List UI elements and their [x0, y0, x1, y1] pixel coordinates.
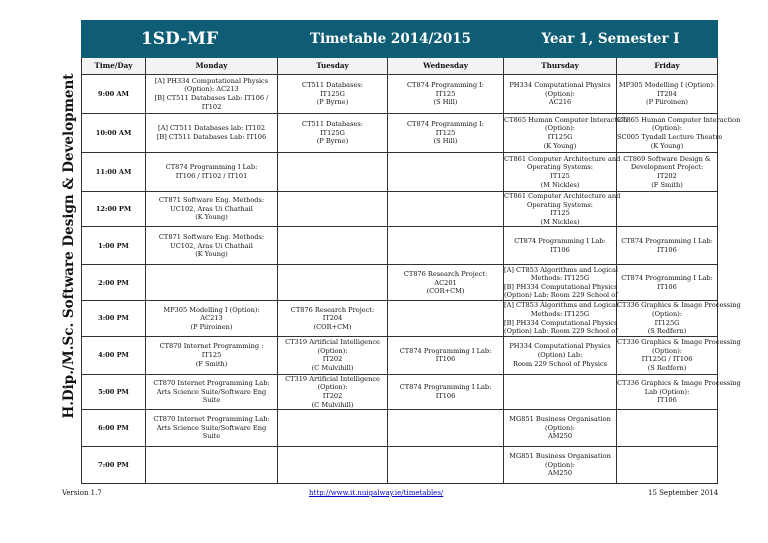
slot-line: UC102, Aras Ui Chathail [170, 204, 253, 213]
slot-line: CT319 Artificial Intelligence [285, 338, 380, 347]
slot-line: IT106 [435, 391, 456, 400]
slot-line: CT874 Programming I Lab: [165, 163, 258, 172]
slot-cell [278, 153, 388, 192]
slot-line: (Option): [545, 124, 575, 133]
slot-line: (S Redfern) [647, 327, 687, 336]
slot-line: IT202 [322, 391, 343, 400]
slot-cell [146, 410, 278, 447]
slot-line: MP305 Modelling I (Option): [618, 81, 716, 90]
slot-line: IT125 [435, 89, 456, 98]
slot-line: [A] CT853 Algorithms and Logical [504, 301, 618, 310]
day-header-row [82, 58, 718, 75]
slot-cell [278, 114, 388, 153]
slot-cell [278, 301, 388, 336]
slot-line: IT125G [320, 128, 345, 137]
slot-line: CT871 Software Eng. Methods: [158, 232, 265, 241]
slot-line: UC102, Aras Ui Chathail [170, 241, 253, 250]
slot-line: CT870 Internet Programming Lab: [153, 379, 270, 388]
slot-line: [B] CT511 Databases Lab: IT106 [156, 133, 267, 141]
timetable [81, 20, 741, 484]
slot-cell [278, 227, 388, 265]
slot-line: (Option): [545, 89, 575, 98]
slot-cell [504, 374, 617, 409]
slot-line: (K Young) [543, 141, 577, 150]
slot-line: CT336 Graphics & Image Processing [617, 301, 741, 310]
slot-line: (Option) Lab: Room 229 School of [504, 291, 618, 300]
time-cell: 6:00 PM [82, 410, 146, 447]
slot-cell [504, 114, 628, 153]
slot-line: Operating Systems: [527, 200, 593, 209]
time-cell: 2:00 PM [82, 265, 146, 301]
slot-cell [388, 447, 504, 484]
slot-line: CT876 Research Project: [290, 305, 375, 314]
slot-line: CT865 Human Computer Interaction [504, 115, 628, 124]
slot-cell [278, 336, 388, 374]
slot-cell [504, 410, 617, 447]
slot-line: (Option): AC213 [184, 85, 239, 94]
table-row [82, 265, 718, 301]
table-row [82, 410, 718, 447]
slot-line: IT204 [322, 314, 343, 323]
slot-line: CT511 Databases: [302, 120, 363, 129]
slot-line: AM250 [547, 432, 573, 441]
slot-line: [A] CT853 Algorithms and Logical [504, 265, 618, 274]
slot-line: AM250 [547, 469, 573, 478]
slot-cell [617, 447, 718, 484]
table-row [82, 114, 718, 153]
table-row [82, 75, 718, 114]
time-cell: 10:00 AM [82, 114, 146, 153]
slot-line: (C Mulvihill) [311, 400, 354, 409]
slot-cell [146, 75, 278, 114]
slot-cell [278, 410, 388, 447]
slot-cell [504, 153, 621, 192]
header-band [82, 21, 718, 58]
slot-cell [146, 114, 278, 153]
slot-cell [278, 75, 388, 114]
slot-cell [388, 153, 504, 192]
time-cell: 9:00 AM [82, 75, 146, 114]
slot-line: Operating Systems: [527, 163, 593, 172]
slot-cell [504, 265, 617, 301]
col-header-thursday: Thursday [504, 58, 617, 75]
slot-line: AC201 [434, 278, 457, 287]
slot-line: CT874 Programming I Lab: [399, 346, 492, 355]
slot-line: CT870 Internet Programming : [159, 342, 264, 351]
timetables-link[interactable]: http://www.it.nuigalway.ie/timetables/ [309, 489, 444, 497]
col-header-wednesday: Wednesday [388, 58, 504, 75]
time-cell: 5:00 PM [82, 374, 146, 409]
date-label: 15 September 2014 [648, 489, 719, 497]
slot-cell [504, 192, 621, 227]
slot-line: IT125G [654, 318, 680, 327]
col-header-friday: Friday [617, 58, 718, 75]
slot-cell [146, 374, 278, 409]
table-row [82, 336, 718, 374]
slot-line: [B] PH334 Computational Physics [504, 318, 618, 327]
slot-cell [504, 447, 617, 484]
slot-cell [146, 227, 278, 265]
timetable-title: Timetable 2014/2015 [278, 21, 504, 58]
side-title: H.Dip./M.Sc. Software Design & Development [61, 73, 77, 419]
slot-cell [504, 336, 617, 374]
slot-line: (Option): [652, 346, 682, 355]
slot-line: CT336 Graphics & Image Processing [617, 379, 741, 388]
slot-cell [617, 75, 718, 114]
slot-cell [388, 374, 504, 409]
table-row [82, 192, 718, 227]
time-cell: 12:00 PM [82, 192, 146, 227]
slot-cell [617, 227, 718, 265]
class-code: 1SD-MF [82, 21, 278, 58]
table-row [82, 374, 718, 409]
slot-line: (S Hill) [433, 137, 458, 146]
slot-line: Suite [202, 396, 221, 405]
slot-line: CT871 Software Eng. Methods: [158, 196, 265, 205]
slot-line: CT874 Programming I Lab: [621, 237, 713, 246]
slot-line: IT202 [657, 172, 677, 180]
slot-line: CT874 Programming I Lab: [514, 237, 606, 246]
slot-line: Methods: IT125G [530, 309, 590, 318]
slot-cell [617, 374, 741, 409]
slot-line: [A] CT511 Databases lab: IT102 [158, 124, 266, 133]
slot-line: CT870 Internet Programming Lab: [153, 415, 270, 424]
col-header-tuesday: Tuesday [278, 58, 388, 75]
time-cell: 11:00 AM [82, 153, 146, 192]
slot-cell [278, 192, 388, 227]
slot-cell [278, 265, 388, 301]
slot-line: (Option): [545, 423, 575, 432]
slot-line: IT106 [657, 396, 677, 405]
slot-line: (C Mulvihill) [311, 363, 354, 372]
slot-line: IT106 [435, 355, 456, 364]
slot-line: (S Redfern) [647, 363, 687, 372]
table-row [82, 227, 718, 265]
slot-line: (F Smith) [195, 359, 228, 368]
slot-line: IT125 [201, 350, 222, 359]
slot-line: IT125G / IT106 [641, 355, 693, 364]
slot-line: IT202 [322, 355, 343, 364]
slot-cell [146, 336, 278, 374]
slot-cell [146, 153, 278, 192]
slot-line: (F Smith) [651, 180, 683, 189]
slot-line: AC213 [200, 314, 223, 323]
slot-cell [388, 336, 504, 374]
slot-line: IT125 [550, 209, 570, 218]
slot-cell [504, 301, 617, 336]
slot-cell [617, 265, 718, 301]
slot-line: (Option): [652, 309, 682, 318]
slot-line: (P Byrne) [316, 98, 349, 107]
table-row [82, 301, 718, 336]
slot-line: (P Piiroinen) [646, 98, 688, 107]
slot-line: IT106 / IT102 / IT101 [175, 172, 248, 180]
slot-cell [278, 447, 388, 484]
col-header-time: Time/Day [82, 58, 146, 75]
slot-cell [388, 75, 504, 114]
slot-cell [617, 410, 718, 447]
slot-line: IT102 [201, 102, 222, 111]
time-cell: 7:00 PM [82, 447, 146, 484]
slot-line: (P Piiroinen) [190, 322, 233, 331]
slot-line: CT861 Computer Architecture and [504, 154, 621, 163]
slot-line: AC216 [548, 98, 572, 107]
table-row [82, 153, 718, 192]
slot-cell [504, 227, 617, 265]
slot-line: MG851 Business Organisation [509, 415, 611, 424]
slot-cell [388, 265, 504, 301]
slot-cell [388, 301, 504, 336]
slot-line: IT125 [435, 128, 456, 137]
slot-line: [B] CT511 Databases Lab: IT106 / [154, 94, 269, 102]
slot-cell [146, 447, 278, 484]
slot-cell [388, 410, 504, 447]
time-cell: 1:00 PM [82, 227, 146, 265]
slot-line: (Option): [317, 346, 348, 355]
slot-line: SC005 Tyndall Lecture Theatre [617, 133, 723, 141]
table-row [82, 447, 718, 484]
slot-line: IT125 [550, 172, 570, 180]
time-cell: 4:00 PM [82, 336, 146, 374]
slot-line: IT106 [657, 245, 677, 254]
slot-cell [617, 336, 741, 374]
slot-line: (K Young) [650, 141, 684, 150]
slot-line: (S Hill) [433, 98, 458, 107]
slot-cell [504, 75, 617, 114]
slot-cell [388, 114, 504, 153]
slot-line: (P Byrne) [316, 137, 349, 146]
slot-cell [278, 374, 388, 409]
slot-line: CT874 Programming I: [407, 120, 485, 129]
slot-cell [146, 301, 278, 336]
slot-line: [B] PH334 Computational Physics [504, 282, 618, 291]
year-semester: Year 1, Semester I [504, 21, 718, 58]
slot-line: [A] PH334 Computational Physics [154, 76, 269, 85]
slot-line: CT319 Artificial Intelligence [285, 374, 380, 383]
slot-line: IT106 [657, 282, 677, 291]
slot-cell [617, 153, 718, 192]
col-header-monday: Monday [146, 58, 278, 75]
slot-cell [146, 265, 278, 301]
time-cell: 3:00 PM [82, 301, 146, 336]
slot-line: Development Project: [630, 163, 704, 172]
slot-line: (M Nickles) [540, 180, 580, 189]
slot-line: CT876 Research Project: [403, 269, 488, 278]
slot-line: CT865 Human Computer Interaction [617, 115, 741, 124]
slot-line: Lab (Option): [644, 387, 690, 396]
slot-line: Methods: IT125G [530, 274, 590, 283]
version-label: Version 1.7 [62, 489, 102, 497]
slot-line: CT336 Graphics & Image Processing [617, 338, 741, 347]
slot-line: (Option): [317, 383, 348, 392]
slot-line: IT106 [550, 245, 570, 254]
slot-line: (Option): [652, 124, 682, 133]
slot-cell [146, 192, 278, 227]
slot-line: (Option): [545, 460, 575, 469]
slot-line: (COR+CM) [313, 322, 352, 331]
slot-line: (M Nickles) [540, 217, 580, 226]
slot-line: (Option) Lab: Room 229 School of [504, 327, 618, 336]
slot-line: PH334 Computational Physics [509, 342, 611, 351]
slot-line: Room 229 School of Physics [513, 359, 608, 368]
slot-line: Arts Science Suite/Software Eng [156, 387, 267, 396]
slot-cell [617, 192, 718, 227]
slot-line: Arts Science Suite/Software Eng [156, 423, 267, 432]
slot-line: MG851 Business Organisation [509, 452, 611, 461]
slot-line: CT861 Computer Architecture and [504, 192, 621, 200]
slot-line: Suite [202, 432, 221, 441]
slot-cell [617, 301, 741, 336]
slot-line: (COR+CM) [426, 287, 465, 296]
slot-line: PH334 Computational Physics [509, 81, 611, 90]
slot-line: CT874 Programming I Lab: [621, 274, 713, 283]
slot-line: CT869 Software Design & [623, 154, 711, 163]
slot-line: CT874 Programming I: [407, 81, 485, 90]
slot-line: CT511 Databases: [302, 81, 363, 90]
slot-line: IT125G [320, 89, 345, 98]
slot-line: IT125G [547, 133, 573, 141]
slot-cell [388, 192, 504, 227]
slot-line: MP305 Modelling I (Option): [163, 305, 260, 314]
slot-line: (K Young) [195, 250, 228, 259]
slot-line: (Option) Lab: [537, 350, 583, 359]
slot-cell [617, 114, 741, 153]
slot-cell [388, 227, 504, 265]
slot-line: IT204 [657, 89, 677, 98]
slot-line: CT874 Programming I Lab: [399, 383, 492, 392]
slot-line: (K Young) [195, 213, 228, 222]
